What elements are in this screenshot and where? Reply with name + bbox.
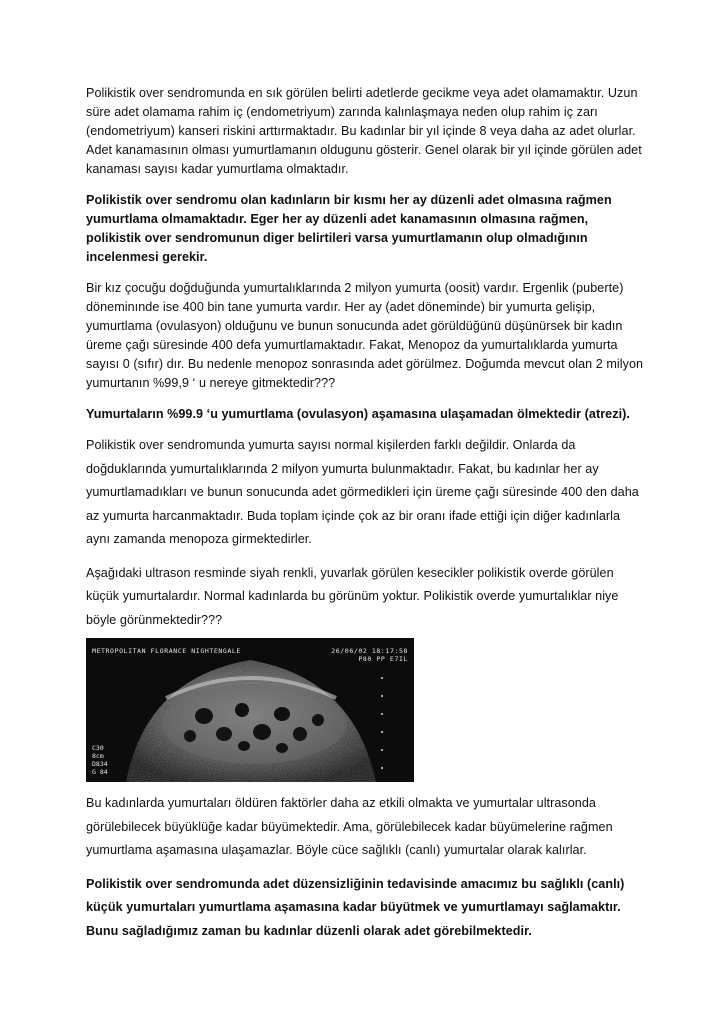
ultrasound-header-left: METROPOLITAN FLORANCE NIGHTENGALE	[92, 647, 241, 655]
paragraph-egg-count: Bir kız çocuğu doğduğunda yumurtalıklarında 2 milyon yumurta (oosit) vardır. Ergenlik (puberte) döneminınde ise 400 bin tane yumurta vardır. Her ay (adet döneminde) bir yumurta gelişip, yumurtlama (ovulasyon) olduğunu ve bunun sonucunda adet görüldüğünü düşünürsek bir kadın üreme çağı süresinde 400 defa yumurtlamaktadır. Fakat, Menopoz da yumurtalıklarda yumurta sayısı 0 (sıfır) dır. Bu nedenle menopoz sonrasında adet görülmez. Doğumda mevcut olan 2 milyon yumurtanın %99,9 ‘ u nereye gitmektedir???	[86, 281, 644, 390]
ultrasound-side-line: C30	[92, 744, 104, 752]
ultrasound-side-line: D834	[92, 760, 108, 768]
document-page	[86, 84, 646, 943]
ultrasound-header	[92, 647, 408, 655]
ultrasound-header-right: 26/06/02 18:17:58	[331, 647, 408, 655]
paragraph-ultrasound-intro: Aşağıdaki ultrason resminde siyah renkli, yuvarlak görülen kesecikler polikistik overde görülen küçük yumurtalardır. Normal kadınlarda bu görünüm yoktur. Polikistik overde yumurtalıklar niye böyle görünmektedir???	[86, 565, 619, 627]
paragraph-bold-regular-periods: Polikistik over sendromu olan kadınların bir kısmı her ay düzenli adet olmasına rağmen yumurtlama olmamaktadır. Eger her ay düzenli adet kanamasının olmasına rağmen, polikistik over sendromunun diger belirtileri varsa yumurtlamanın olup olmadığının incelenmesi gerekir.	[86, 193, 612, 264]
ultrasound-header-sub: P80 PP E7IL	[358, 655, 408, 663]
paragraph-bold-atresia: Yumurtaların %99.9 ‘u yumurtlama (ovulasyon) aşamasına ulaşamadan ölmektedir (atrezi).	[86, 407, 630, 421]
ultrasound-side-line: G 84	[92, 768, 108, 776]
ultrasound-side-line: 8cm	[92, 752, 104, 760]
paragraph-symptoms: Polikistik over sendromunda en sık görülen belirti adetlerde gecikme veya adet olamamaktır. Uzun süre adet olamama rahim iç (endometriyum) zarında kalınlaşmaya neden olup rahim iç zarı (endometriyum) kanseri riskini arttırmaktadır. Bu kadınlar bir yıl içinde 8 veya daha az adet olurlar. Adet kanamasının olması yumurtlamanın oldugunu gösterir. Genel olarak bir yıl içinde görülen adet kanaması sayısı kadar yumurtlama olmaktadır.	[86, 86, 642, 176]
paragraph-pcos-egg-count: Polikistik over sendromunda yumurta sayısı normal kişilerden farklı değildir. Onlarda da doğduklarında yumurtalıklarında 2 milyon yumurta bulunmaktadır. Fakat, bu kadınlar her ay yumurtlamadıkları ve bunun sonucunda adet görmedikleri için üreme çağı süresinde 400 den daha az yumurta harcanmaktadır. Buda toplam içinde çok az bir oranı ifade ettiği için diğer kadınlarla aynı zamanda menopoza girmektedirler.	[86, 438, 639, 546]
paragraph-dwarf-eggs: Bu kadınlarda yumurtaları öldüren faktörler daha az etkili olmakta ve yumurtalar ultrasonda görülebilecek büyüklüğe kadar büyümektedir. Ama, görülebilecek kadar büyümelerine rağmen yumurtlama aşamasına ulaşamazlar. Böyle cüce sağlıklı (canlı) yumurtalar olarak kalırlar.	[86, 796, 613, 857]
paragraph-bold-treatment: Polikistik over sendromunda adet düzensizliğinin tedavisinde amacımız bu sağlıklı (canlı) küçük yumurtaları yumurtlama aşamasına kadar büyütmek ve yumurtlamayı sağlamaktır. Bunu sağladığımız zaman bu kadınlar düzenli olarak adet görebilmektedir.	[86, 876, 625, 938]
ultrasound-side-readout	[92, 744, 108, 776]
ultrasound-image	[86, 638, 414, 782]
